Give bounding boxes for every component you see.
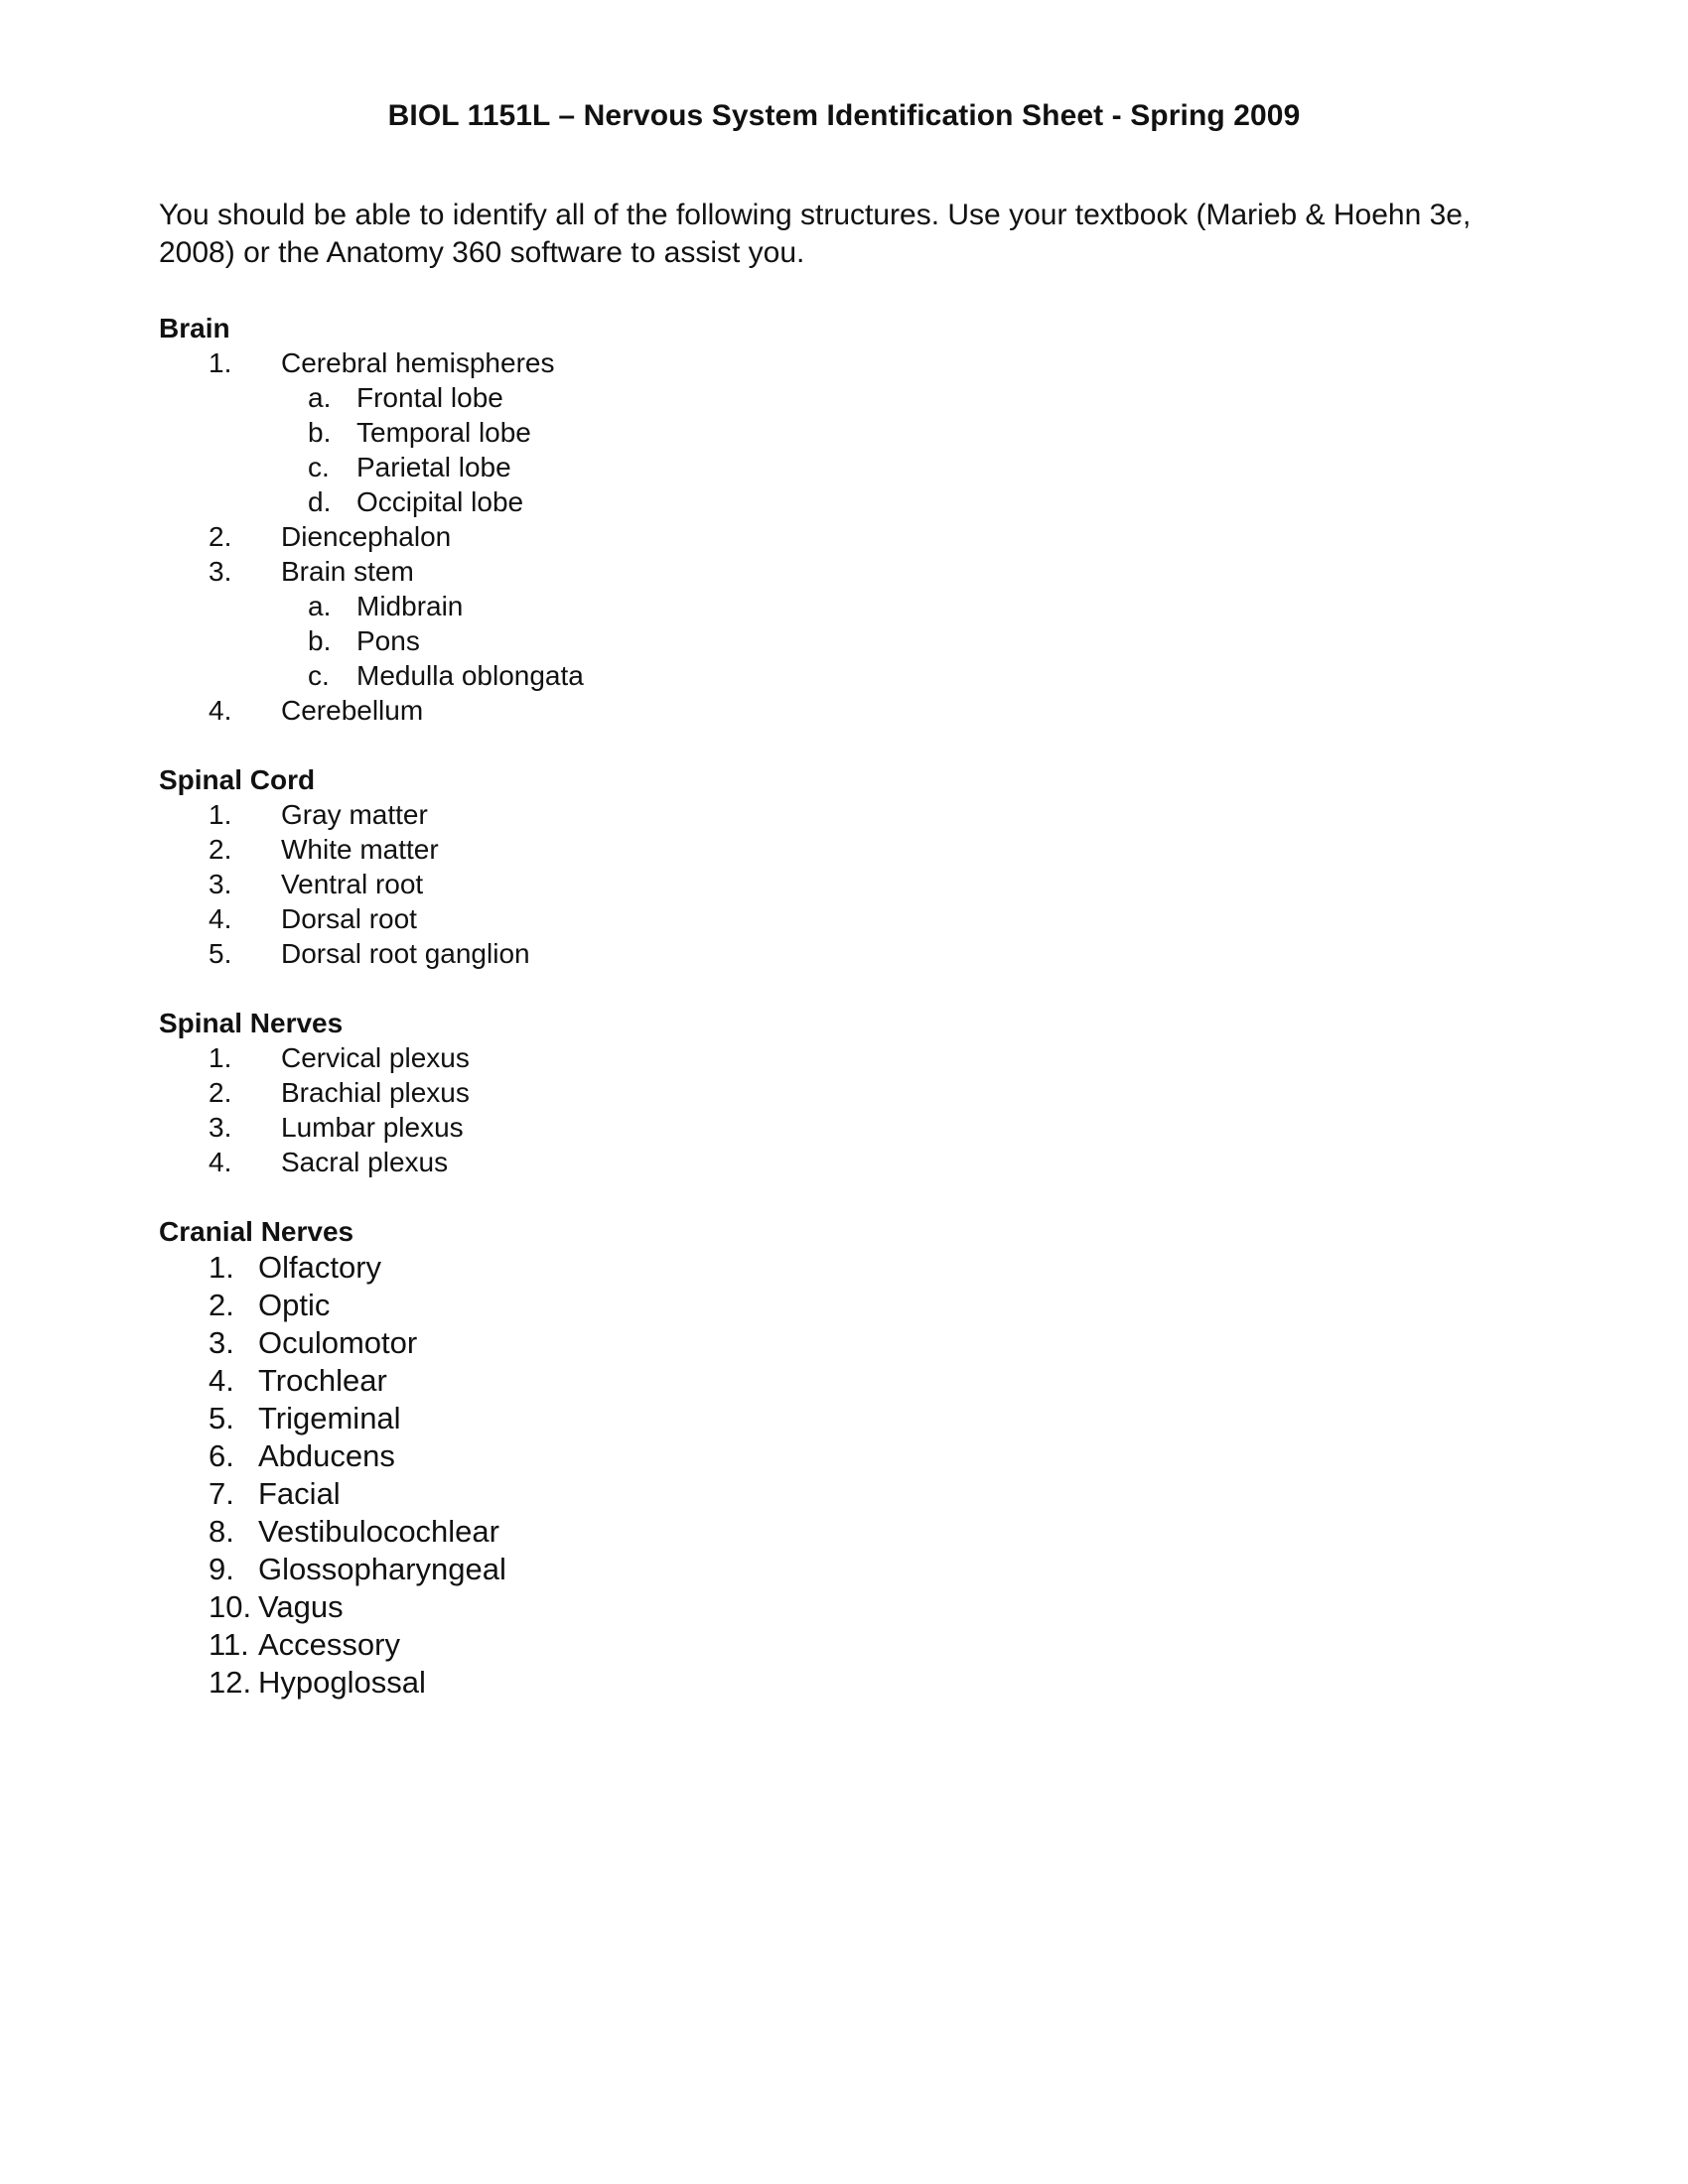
list-item-number: 5.	[209, 1401, 234, 1435]
list-item-label: Vestibulocochlear	[258, 1514, 499, 1549]
list-item-number: 6.	[209, 1438, 234, 1473]
list-item-letter: b.	[308, 417, 332, 448]
list-item-number: 2.	[209, 521, 232, 552]
list-item-label: Ventral root	[281, 869, 424, 899]
list-item-letter: a.	[308, 382, 332, 413]
list-item-label: Cerebellum	[281, 695, 424, 726]
list-item-label: Temporal lobe	[356, 417, 531, 448]
list-item-label: Sacral plexus	[281, 1147, 449, 1177]
list-item-number: 12.	[209, 1665, 252, 1700]
list-item-letter: d.	[308, 486, 332, 517]
list-item-number: 7.	[209, 1476, 234, 1511]
list-item-label: Glossopharyngeal	[258, 1552, 506, 1586]
list-item-number: 3.	[209, 1112, 232, 1143]
list-item-label: Vagus	[258, 1589, 344, 1624]
list-item-number: 4.	[209, 1147, 232, 1177]
list-item-number: 2.	[209, 1288, 234, 1322]
list-item-number: 2.	[209, 834, 232, 865]
list-item-label: Brain stem	[281, 556, 414, 587]
list-item-number: 5.	[209, 938, 232, 969]
list-item-number: 1.	[209, 1250, 234, 1285]
list-item-number: 4.	[209, 1363, 234, 1398]
list-item-number: 1.	[209, 347, 232, 378]
section-heading-spinal-nerves: Spinal Nerves	[159, 1008, 344, 1038]
list-item-label: Cervical plexus	[281, 1042, 470, 1073]
section-heading-spinal-cord: Spinal Cord	[159, 764, 316, 795]
list-item-number: 9.	[209, 1552, 234, 1586]
list-item-number: 2.	[209, 1077, 232, 1108]
list-item-label: Olfactory	[258, 1250, 382, 1285]
list-item-label: Pons	[356, 625, 420, 656]
list-item-label: Diencephalon	[281, 521, 452, 552]
section-heading-brain: Brain	[159, 313, 230, 343]
list-item-label: Midbrain	[356, 591, 464, 621]
list-item-label: White matter	[281, 834, 439, 865]
list-item-label: Optic	[258, 1288, 331, 1322]
list-item-label: Medulla oblongata	[356, 660, 584, 691]
list-item-label: Trochlear	[258, 1363, 387, 1398]
list-item-label: Frontal lobe	[356, 382, 503, 413]
list-item-label: Gray matter	[281, 799, 428, 830]
list-item-label: Dorsal root	[281, 903, 417, 934]
list-item-number: 8.	[209, 1514, 234, 1549]
list-item-label: Brachial plexus	[281, 1077, 470, 1108]
list-item-number: 4.	[209, 903, 232, 934]
list-item-number: 3.	[209, 1325, 234, 1360]
list-item-letter: a.	[308, 591, 332, 621]
section-heading-cranial-nerves: Cranial Nerves	[159, 1216, 354, 1247]
list-item-number: 3.	[209, 556, 232, 587]
list-item-label: Occipital lobe	[356, 486, 524, 517]
list-item-letter: c.	[308, 452, 330, 482]
list-item-number: 4.	[209, 695, 232, 726]
list-item-label: Dorsal root ganglion	[281, 938, 530, 969]
list-item-label: Facial	[258, 1476, 341, 1511]
list-item-number: 10.	[209, 1589, 252, 1624]
intro-paragraph: You should be able to identify all of the following structures. Use your textbook (Marieb & Hoehn 3e, 2008) or the Anatomy 360 software to assist you.	[159, 199, 1472, 269]
list-item-label: Hypoglossal	[258, 1665, 426, 1700]
list-item-letter: c.	[308, 660, 330, 691]
list-item-number: 11.	[209, 1627, 249, 1662]
list-item-label: Cerebral hemispheres	[281, 347, 555, 378]
list-item-label: Abducens	[258, 1438, 395, 1473]
list-item-label: Lumbar plexus	[281, 1112, 464, 1143]
list-item-number: 1.	[209, 1042, 232, 1073]
page-title: BIOL 1151L – Nervous System Identification Sheet - Spring 2009	[387, 99, 1301, 132]
list-item-label: Parietal lobe	[356, 452, 511, 482]
list-item-number: 3.	[209, 869, 232, 899]
list-item-label: Accessory	[258, 1627, 400, 1662]
list-item-number: 1.	[209, 799, 232, 830]
list-item-letter: b.	[308, 625, 332, 656]
list-item-label: Oculomotor	[258, 1325, 418, 1360]
list-item-label: Trigeminal	[258, 1401, 401, 1435]
